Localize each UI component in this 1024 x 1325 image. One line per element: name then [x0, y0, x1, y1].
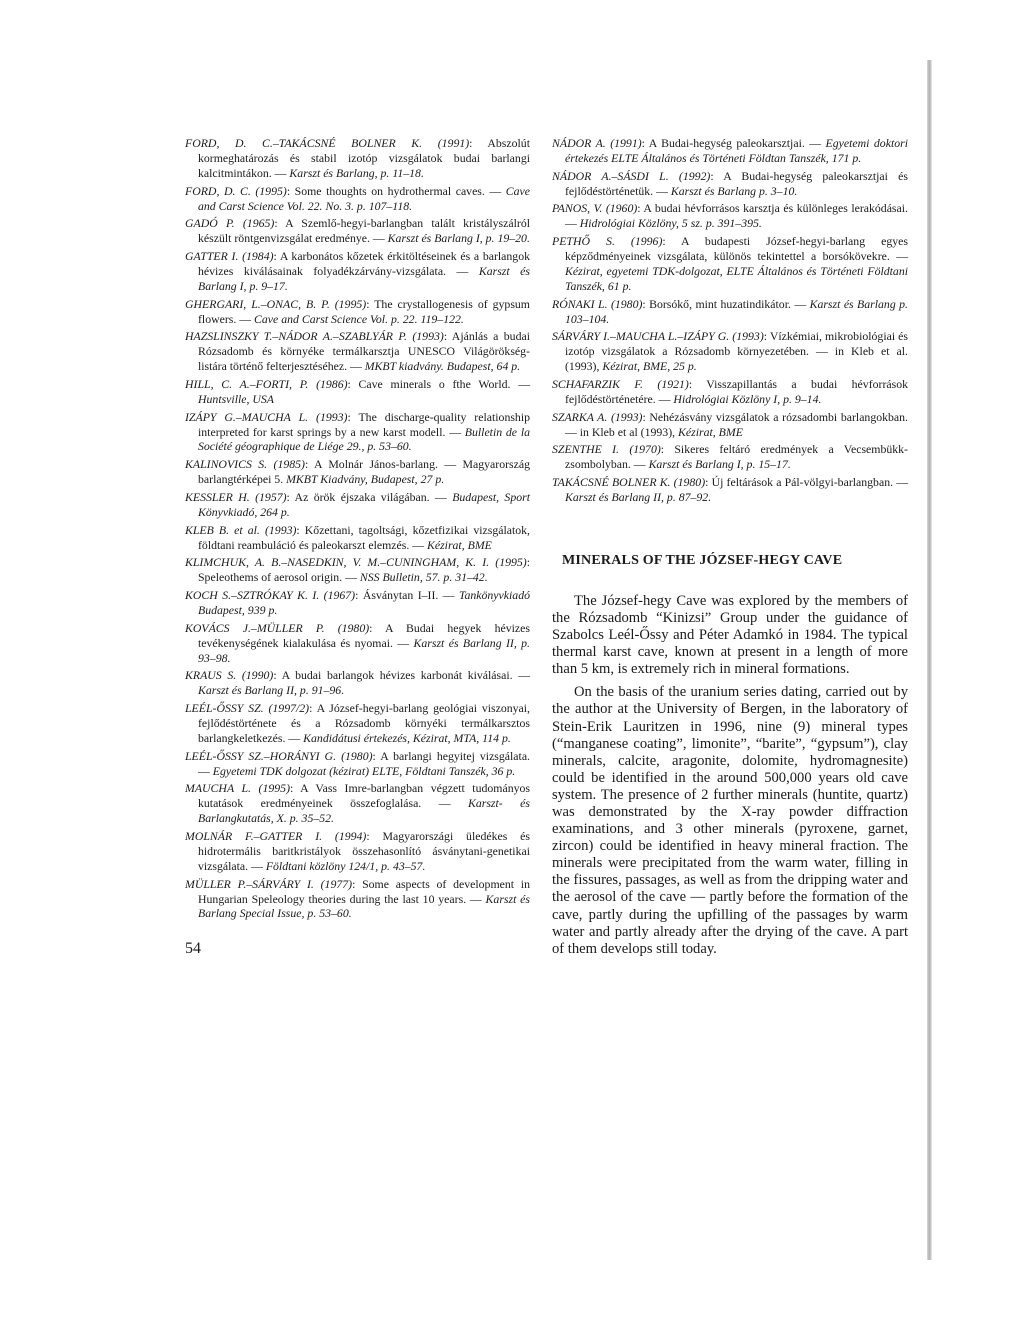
reference-entry	[185, 490, 530, 520]
reference-title: : A budapesti József-hegyi-barlang egyes képződményeinek vizsgálata, különös tekintettel a borsókövekre. —	[565, 234, 908, 264]
reference-author: FORD, D. C.	[185, 183, 251, 198]
reference-title: : A Budai hegyek hévizes tevékenységének kialakulása és nyomai. —	[198, 620, 530, 650]
reference-author: NÁDOR A.	[552, 136, 606, 150]
reference-year: (1993)	[607, 409, 643, 424]
reference-author: MAUCHA L.	[185, 781, 251, 796]
reference-title: : Borsókő, mint huzatindikátor. —	[642, 296, 810, 311]
reference-title: : The crystallogenesis of gypsum flowers. —	[198, 296, 530, 326]
reference-title: : The discharge-quality relationship interpreted for karst springs by a new karst modell. —	[198, 409, 531, 439]
right-column	[552, 136, 908, 964]
reference-year: (1980)	[324, 620, 370, 635]
reference-entry	[185, 829, 530, 874]
reference-author: KOVÁCS J.–MÜLLER P.	[185, 620, 325, 635]
reference-source: Kandidátusi értekezés, Kézirat, MTA, 114 p.	[303, 730, 511, 745]
reference-year: (1980)	[670, 475, 706, 490]
reference-source: Karszt és Barlang, p. 11–18.	[289, 165, 424, 180]
reference-source: Kézirat, BME	[678, 424, 743, 439]
reference-author: KESSLER H.	[185, 489, 250, 504]
reference-source: Karszt- és Barlangkutatás, X. p. 35–52.	[198, 796, 530, 826]
reference-author: HILL, C. A.–FORTI, P.	[185, 376, 309, 391]
reference-author: KLEB B. et al.	[185, 522, 260, 537]
reference-title: : A Budai-hegység paleokarsztjai és fejlődéstörténetük. —	[565, 168, 908, 198]
reference-author: MÜLLER P.–SÁRVÁRY I.	[185, 876, 314, 891]
reference-title: : Magyarországi üledékes és hidrotermális baritkristályok összehasonlító ásványtani-genetikai vizsgálata. —	[198, 829, 530, 873]
reference-author: FORD, D. C.–TAKÁCSNÉ BOLNER K.	[185, 136, 423, 150]
reference-entry	[185, 749, 530, 779]
reference-source: Cave and Carst Science Vol. p. 22. 119–122.	[254, 311, 464, 326]
body-paragraph: On the basis of the uranium series dating, carried out by the author at the University of Bergen, in the laboratory of Stein-Erik Lauritzen in 1996, nine (9) mineral types (“manganese coating”, limonite”, “barite”, “gypsum”), clay minerals, calcite, aragonite, dolomite, hydromagnesite) could be identified in the around 500,000 years old cave system. The presence of 2 further minerals (huntite, quartz) was demonstrated by the X-ray powder diffraction examinations, and 3 other minerals (pyroxene, garnet, zircon) could be identified in heavy mineral fraction. The minerals were precipitated from the warm water, filling in the fissures, passages, as well as from the dripping water and the aerosol of the cave — partly before the formation of the cave, partly during the upfilling of the passages by warm water and partly already after the drying of the cave. A part of them develops still today.	[552, 684, 908, 957]
reference-year: (1997/2)	[263, 701, 310, 716]
reference-year: (1980)	[336, 748, 373, 763]
reference-source: Egyetemi doktori értekezés ELTE Általános és Történeti Földtan Tanszék, 171 p.	[565, 136, 908, 165]
reference-year: (1991)	[605, 136, 642, 150]
reference-author: LEÉL-ŐSSY SZ.–HORÁNYI G.	[185, 748, 337, 763]
reference-source: Karszt és Barlang p. 3–10.	[670, 183, 798, 198]
reference-source: Karszt és Barlang II, p. 91–96.	[198, 683, 345, 698]
reference-title: : A Molnár János-barlang. — Magyarország barlangtérképei 5.	[198, 457, 531, 487]
reference-author: GATTER I.	[185, 249, 239, 264]
reference-entry	[185, 136, 530, 181]
reference-title: : A Budai-hegység paleokarsztjai. —	[641, 136, 826, 150]
reference-year: (1992)	[668, 168, 711, 183]
reference-year: (1996)	[614, 234, 663, 249]
reference-source: Karszt és Barlang I, p. 19–20.	[387, 231, 530, 246]
reference-author: KRAUS S.	[185, 668, 237, 683]
reference-title: : Az örök éjszaka világában. —	[286, 489, 453, 504]
reference-title: : A Szemlő-hegyi-barlangban talált kristályszálról készült röntgenvizsgálat eredménye. —	[198, 216, 531, 246]
reference-source: Karszt és Barlang p. 103–104.	[565, 296, 908, 326]
reference-entry	[185, 701, 530, 746]
reference-year: (1921)	[642, 376, 689, 391]
reference-author: RÓNAKI L.	[552, 296, 608, 311]
reference-entry	[185, 781, 530, 826]
reference-author: GHERGARI, L.–ONAC, B. P.	[185, 296, 330, 311]
reference-entry	[185, 457, 530, 487]
reference-author: NÁDOR A.–SÁSDI L.	[552, 168, 669, 183]
reference-author: GADÓ P.	[185, 216, 235, 231]
reference-year: (1990)	[236, 668, 274, 683]
reference-author: KLIMCHUK, A. B.–NASEDKIN, V. M.–CUNINGHAM, K. I.	[185, 555, 490, 570]
reference-entry	[552, 410, 908, 440]
reference-source: Kézirat, BME	[426, 537, 492, 552]
reference-entry	[185, 588, 530, 618]
reference-author: KOCH S.–SZTRÓKAY K. I.	[185, 588, 320, 603]
reference-source: Karszt és Barlang II, p. 87–92.	[565, 489, 712, 504]
reference-author: IZÁPY G.–MAUCHA L.	[185, 409, 309, 424]
reference-title: : Ajánlás a budai Rózsadomb és környéke termálkarsztja UNESCO Világörökség-listára történő felterjesztéséhez. —	[198, 329, 530, 374]
reference-year: (1995)	[251, 781, 290, 796]
reference-entry	[185, 555, 530, 585]
reference-title: : Speleothems of aerosol origin. —	[198, 555, 530, 585]
reference-title: : A barlangi hegyitej vizsgálata. —	[198, 748, 531, 778]
reference-author: PANOS, V.	[552, 201, 603, 216]
reference-source: Karszt és Barlang Special Issue, p. 53–60.	[198, 891, 531, 921]
reference-year: (1984)	[238, 249, 274, 264]
reference-source: Budapest, Sport Könyvkiadó, 264 p.	[198, 489, 530, 519]
reference-title: : A budai barlangok hévizes karbonát kiválásai. —	[273, 668, 531, 683]
reference-source: Karszt és Barlang II, p. 93–98.	[198, 635, 531, 665]
reference-entry	[185, 877, 530, 922]
reference-year: (1993)	[407, 329, 444, 344]
reference-year: (1967)	[319, 588, 356, 603]
reference-source: MKBT Kiadvány, Budapest, 27 p.	[286, 472, 445, 487]
reference-year: (1977)	[313, 876, 353, 891]
reference-title: : Cave minerals o fthe World. —	[347, 376, 530, 391]
reference-title: : Some aspects of development in Hungarian Speleology theories during the last 10 years. —	[198, 876, 530, 906]
reference-entry	[185, 523, 530, 553]
reference-source: Cave and Carst Science Vol. 22. No. 3. p. 107–118.	[198, 183, 530, 213]
reference-entry	[552, 475, 908, 505]
reference-title: : Some thoughts on hydrothermal caves. —	[286, 183, 506, 198]
reference-entry	[552, 201, 908, 231]
section-title: MINERALS OF THE JÓZSEF-HEGY CAVE	[562, 552, 843, 568]
reference-source: MKBT kiadvány. Budapest, 64 p.	[364, 359, 521, 374]
reference-year: (1965)	[234, 216, 275, 231]
reference-year: (1957)	[249, 489, 287, 504]
reference-title: : Abszolút kormeghatározás és stabil izotóp vizsgálatok budai barlangi kalcitmintákon. —	[198, 136, 530, 180]
reference-author: MOLNÁR F.–GATTER I.	[185, 829, 323, 843]
reference-year: (1995)	[250, 183, 287, 198]
reference-entry	[552, 329, 908, 374]
reference-entry	[552, 169, 908, 199]
reference-entry	[185, 329, 530, 374]
reference-title: : Kőzettani, tagoltsági, kőzetfizikai vizsgálatok, földtani reambuláció és paleokarszt elemzés. —	[198, 522, 530, 552]
reference-source: Tankönyvkiadó Budapest, 939 p.	[198, 588, 530, 617]
reference-year: (1960)	[602, 201, 638, 216]
section-body	[552, 593, 908, 958]
reference-entry	[185, 377, 530, 407]
reference-year: (1970)	[619, 442, 661, 457]
reference-year: (1994)	[322, 829, 367, 843]
reference-author: SCHAFARZIK F.	[552, 376, 643, 391]
reference-year: (1986)	[308, 376, 348, 391]
reference-source: Hidrológiai Közlöny I, p. 9–14.	[673, 391, 822, 406]
reference-entry	[185, 249, 530, 294]
reference-title: : Ásványtan I–II. —	[355, 588, 459, 603]
scan-page-edge	[927, 60, 932, 1260]
reference-entry	[185, 216, 530, 246]
reference-entry	[552, 442, 908, 472]
reference-source: Karszt és Barlang I, p. 15–17.	[648, 457, 791, 472]
reference-entry	[552, 136, 908, 166]
reference-author: PETHŐ S.	[552, 234, 615, 249]
reference-year: (1980)	[607, 296, 643, 311]
reference-title: : Visszapillantás a budai hévforrások fejlődéstörténetére. —	[565, 376, 909, 406]
reference-source: Kézirat, BME, 25 p.	[602, 359, 697, 374]
reference-entry	[552, 377, 908, 407]
reference-source: Egyetemi TDK dolgozat (kézirat) ELTE, Földtani Tanszék, 36 p.	[212, 763, 516, 778]
reference-source: Bulletin de la Société géographique de Liége 29., p. 53–60.	[198, 424, 530, 454]
reference-year: (1991)	[422, 136, 470, 150]
reference-title: : Sikeres feltáró eredmények a Vecsembükk-zsombolyban. —	[565, 442, 908, 472]
page-number: 54	[185, 940, 201, 957]
reference-year: (1993)	[729, 329, 764, 344]
reference-year: (1995)	[329, 296, 367, 311]
reference-entry	[185, 410, 530, 455]
reference-title: : Nehézásvány vizsgálatok a rózsadombi barlangokban. — in Kleb et al (1993),	[565, 409, 909, 439]
reference-year: (1995)	[489, 555, 527, 570]
reference-entry	[185, 621, 530, 666]
reference-author: KALINOVICS S.	[185, 457, 268, 472]
reference-entry	[552, 234, 908, 294]
reference-source: Karszt és Barlang I, p. 9–17.	[198, 263, 531, 293]
reference-source: Földtani közlöny 124/1, p. 43–57.	[265, 858, 426, 873]
reference-title: : A József-hegyi-barlang geológiai viszonyai, fejlődéstörténete és a Rózsadomb környéki termálkarsztos barlangkeletkezés. —	[198, 701, 530, 745]
reference-entry	[185, 668, 530, 698]
reference-source: Huntsville, USA	[198, 391, 275, 406]
reference-entry	[552, 297, 908, 327]
body-paragraph: The József-hegy Cave was explored by the members of the Rózsadomb “Kinizsi” Group under the guidance of Szabolcs Leél-Őssy and Péter Adamkó in 1984. The typical thermal karst cave, known at present in a length of more than 5 km, is extremely rich in mineral formations.	[552, 592, 908, 678]
reference-author: LEÉL-ŐSSY SZ.	[185, 701, 264, 716]
reference-author: SZENTHE I.	[552, 442, 620, 457]
reference-title: : A budai hévforrásos karsztja és különleges lerakódásai. —	[565, 201, 908, 231]
reference-source: Hidrológiai Közlöny, 5 sz. p. 391–395.	[579, 216, 762, 231]
reference-author: HAZSLINSZKY T.–NÁDOR A.–SZABLYÁR P.	[185, 329, 407, 344]
reference-source: Kézirat, egyetemi TDK-dolgozat, ELTE Általános és Történeti Földtani Tanszék, 61 p.	[565, 263, 908, 293]
reference-title: : A karbonátos kőzetek érkitöltéseinek és a barlangok hévizes kiválásainak folyadékzárvány-vizsgálata. —	[198, 249, 530, 278]
reference-source: NSS Bulletin, 57. p. 31–42.	[359, 570, 488, 585]
reference-year: (1993)	[259, 522, 297, 537]
right-reference-list	[552, 136, 908, 505]
reference-title: : Vízkémiai, mikrobiológiai és izotóp vizsgálatok a Rózsadomb környezetében. — in Kleb et al. (1993),	[565, 329, 908, 374]
reference-year: (1993)	[308, 409, 348, 424]
reference-entry	[185, 184, 530, 214]
reference-entry	[185, 297, 530, 327]
reference-author: TAKÁCSNÉ BOLNER K.	[552, 475, 671, 490]
reference-title: : Új feltárások a Pál-völgyi-barlangban. —	[705, 475, 908, 490]
reference-year: (1985)	[267, 457, 305, 472]
left-reference-column	[185, 136, 530, 924]
reference-title: : A Vass Imre-barlangban végzett tudományos kutatások eredményeinek összefoglalása. —	[198, 781, 530, 811]
reference-author: SZARKA A.	[552, 409, 608, 424]
reference-author: SÁRVÁRY I.–MAUCHA L.–IZÁPY G.	[552, 329, 730, 344]
